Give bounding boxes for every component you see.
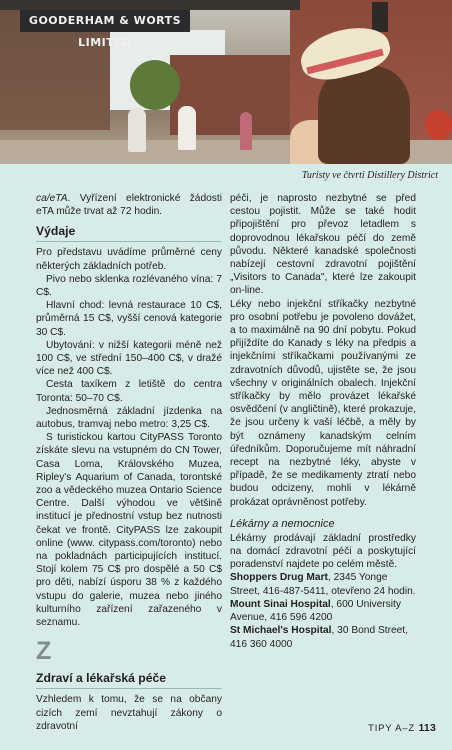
section-letter: Z	[36, 637, 52, 666]
intro-italic: ca/eTA	[36, 193, 68, 204]
heading-zdravi: Zdraví a lékařská péče	[36, 671, 222, 689]
page-number: 113	[418, 722, 436, 734]
listing-name: Shoppers Drug Mart	[230, 572, 328, 584]
paragraph: Hlavní chod: levná restaurace 10 C$, průměrná 15 C$, vyšší cenová kategorie 30 C$.	[36, 300, 222, 338]
paragraph: Vzhledem k tomu, že se na občany cizích zemí nevztahují zákony o zdravotní	[36, 694, 222, 732]
paragraph: Lékárny prodávají základní prostředky na domácí zdravotní péči a poskytující poradenství najdete po celém městě.	[230, 532, 416, 571]
paragraph: Ubytování: v nižší kategorii méně než 100 C$, ve střední 150–400 C$, v dražé více než 400 C$.	[36, 339, 222, 378]
paragraph: Léky nebo injekční stříkačky nezbytné pro osobní potřebu je povoleno dovážet, a to maximálně na 90 dní pobytu. Pokud přijíždíte do Kanady s léky na předpis a injekčními stříkačkami používanými ze zdravotních důvodů, ujistěte se, že jsou všechny v originálních obalech. Injekční stříkačky by mělo provázet lékařské osvědčení (v angličtině), které prokazuje, že jsou určeny k vaší léčbě, a měly by být oznámeny kanadským celním úředníkům. Doporučujeme mít náhradní recept na nezbytné léky, abyste v případě, že se medikamenty ztratí nebo budou odcizeny, mohli v lékárně prokázat oprávněnost potřeby.	[230, 298, 416, 508]
heading-vydaje: Výdaje	[36, 224, 222, 242]
intro-rest: . Vyřízení elektronické žádosti eTA může trvat až 72 hodin.	[36, 193, 222, 218]
overhead-beam	[0, 0, 300, 10]
paragraph: Pro představu uvádíme průměrné ceny některých základních potřeb.	[36, 247, 222, 272]
listing-name: Mount Sinai Hospital	[230, 598, 331, 610]
intro-paragraph	[36, 192, 222, 218]
flowers	[425, 110, 452, 140]
listing-info: , 30 Bond Street, 416 360 4000	[230, 625, 408, 650]
listing-info: , 2345 Yonge Street, 416-487-5411, otevřeno 24 hodin.	[230, 572, 416, 597]
listing-name: St Michael's Hospital	[230, 625, 332, 637]
pedestrian	[240, 112, 252, 150]
tree	[130, 60, 180, 110]
listing-sinai	[230, 598, 416, 624]
page-footer	[368, 722, 436, 734]
footer-section: TIPY A–Z	[368, 723, 415, 734]
woman-hair	[318, 66, 410, 164]
header-photo	[0, 0, 452, 164]
distillery-sign: GOODERHAM & WORTS LIMITED	[20, 10, 190, 32]
paragraph: Jednosměrná základní jízdenka na autobus, tramvaj nebo metro: 3,25 C$.	[36, 405, 222, 431]
left-column	[36, 192, 222, 733]
pedestrian	[178, 106, 196, 150]
pedestrian	[128, 108, 146, 152]
paragraph: Pivo nebo sklenka rozlévaného vína: 7 C$.	[36, 273, 222, 299]
listing-shoppers	[230, 571, 416, 597]
paragraph: Cesta taxíkem z letiště do centra Toronta: 50–70 C$.	[36, 379, 222, 404]
heading-lekarny: Lékárny a nemocnice	[230, 517, 335, 530]
right-column	[230, 192, 416, 651]
paragraph-citypass: S turistickou kartou CityPASS Toronto získáte slevu na vstupném do CN Tower, Casa Loma, Královského Muzea, Ripley's Aquarium of Canada, torontské zoo a vědeckého muzea Ontario Science Centre. Další výhodou ve většině institucí je přednostní vstup bez nutnosti čekat ve frontě. CityPASS lze zakoupit online (www. citypass.com/toronto) nebo na pokladnách participujících institucí. Stojí kolem 75 C$ pro dospělé a 50 C$ pro děti, nabízí úsporu 38 % z každého vstupu do galerie, muzea nebo jiného kulturního zařízení zařazeného v seznamu.	[36, 432, 222, 629]
listing-info: , 600 University Avenue, 416 596 4200	[230, 598, 401, 624]
listing-michael	[230, 624, 416, 650]
photo-caption: Turisty ve čtvrti Distillery District	[301, 170, 438, 181]
street-lamp	[372, 2, 388, 32]
paragraph: péči, je naprosto nezbytné se před cestou pojistit. Může se také hodit připojištění pro převoz letadlem s doprovodnou lékařskou péčí do země původu. Některé kanadské společnosti nabízejí cestovní zdravotní pojištění „Visitors to Canada", které lze zakoupit on-line.	[230, 193, 416, 297]
